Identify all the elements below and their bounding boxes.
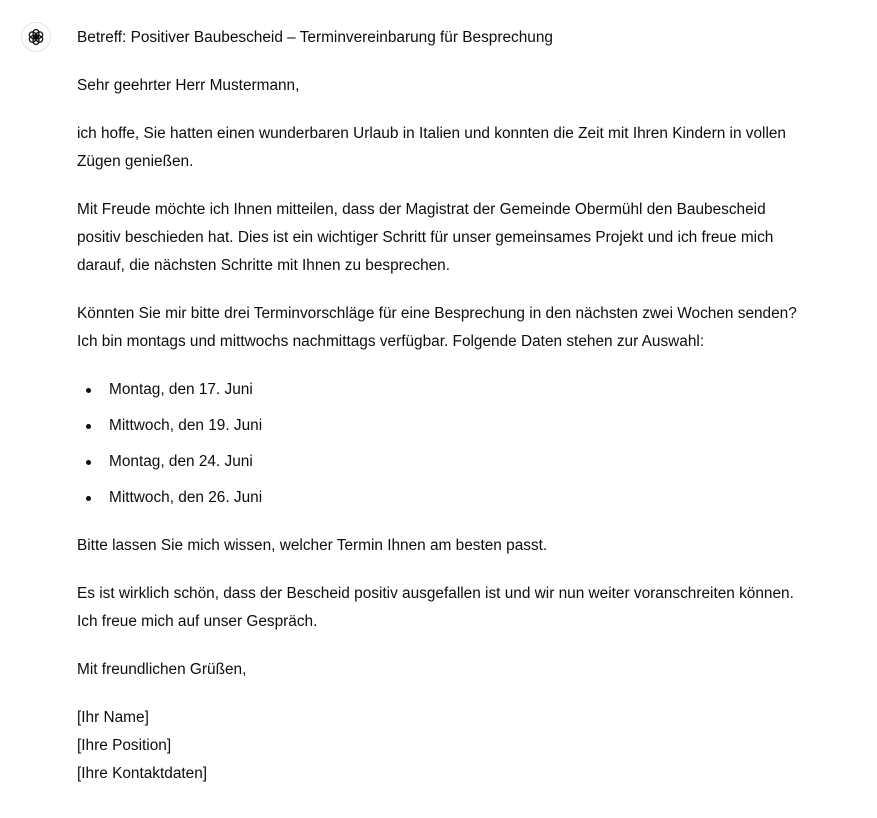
openai-logo-icon: [26, 27, 46, 47]
assistant-avatar: [21, 22, 51, 52]
date-list: [77, 376, 797, 512]
signature-contact: [Ihre Kontaktdaten]: [77, 765, 208, 782]
email-subject: Betreff: Positiver Baubescheid – Terminvereinbarung für Besprechung: [77, 29, 553, 46]
email-signature: [77, 704, 797, 788]
message-content: [77, 24, 797, 808]
email-paragraph: Bitte lassen Sie mich wissen, welcher Termin Ihnen am besten passt.: [77, 537, 548, 554]
email-paragraph: ich hoffe, Sie hatten einen wunderbaren Urlaub in Italien und konnten die Zeit mit Ihren Kindern in vollen Zügen genießen.: [77, 125, 786, 170]
date-list-item: Montag, den 17. Juni: [77, 376, 797, 404]
email-paragraph: Könnten Sie mir bitte drei Terminvorschläge für eine Besprechung in den nächsten zwei Wochen senden? Ich bin montags und mittwochs nachmittags verfügbar. Folgende Daten stehen zur Auswahl:: [77, 305, 797, 350]
email-closing: Mit freundlichen Grüßen,: [77, 661, 247, 678]
date-list-item: Mittwoch, den 26. Juni: [77, 484, 797, 512]
date-list-item: Montag, den 24. Juni: [77, 448, 797, 476]
signature-name: [Ihr Name]: [77, 709, 149, 726]
signature-position: [Ihre Position]: [77, 737, 172, 754]
email-paragraph: Es ist wirklich schön, dass der Bescheid positiv ausgefallen ist und wir nun weiter voranschreiten können. Ich freue mich auf unser Gespräch.: [77, 585, 794, 630]
email-paragraph: Mit Freude möchte ich Ihnen mitteilen, dass der Magistrat der Gemeinde Obermühl den Baubescheid positiv beschieden hat. Dies ist ein wichtiger Schritt für unser gemeinsames Projekt und ich freue mich darauf, die nächsten Schritte mit Ihnen zu besprechen.: [77, 201, 774, 274]
date-list-item: Mittwoch, den 19. Juni: [77, 412, 797, 440]
email-greeting: Sehr geehrter Herr Mustermann,: [77, 77, 300, 94]
